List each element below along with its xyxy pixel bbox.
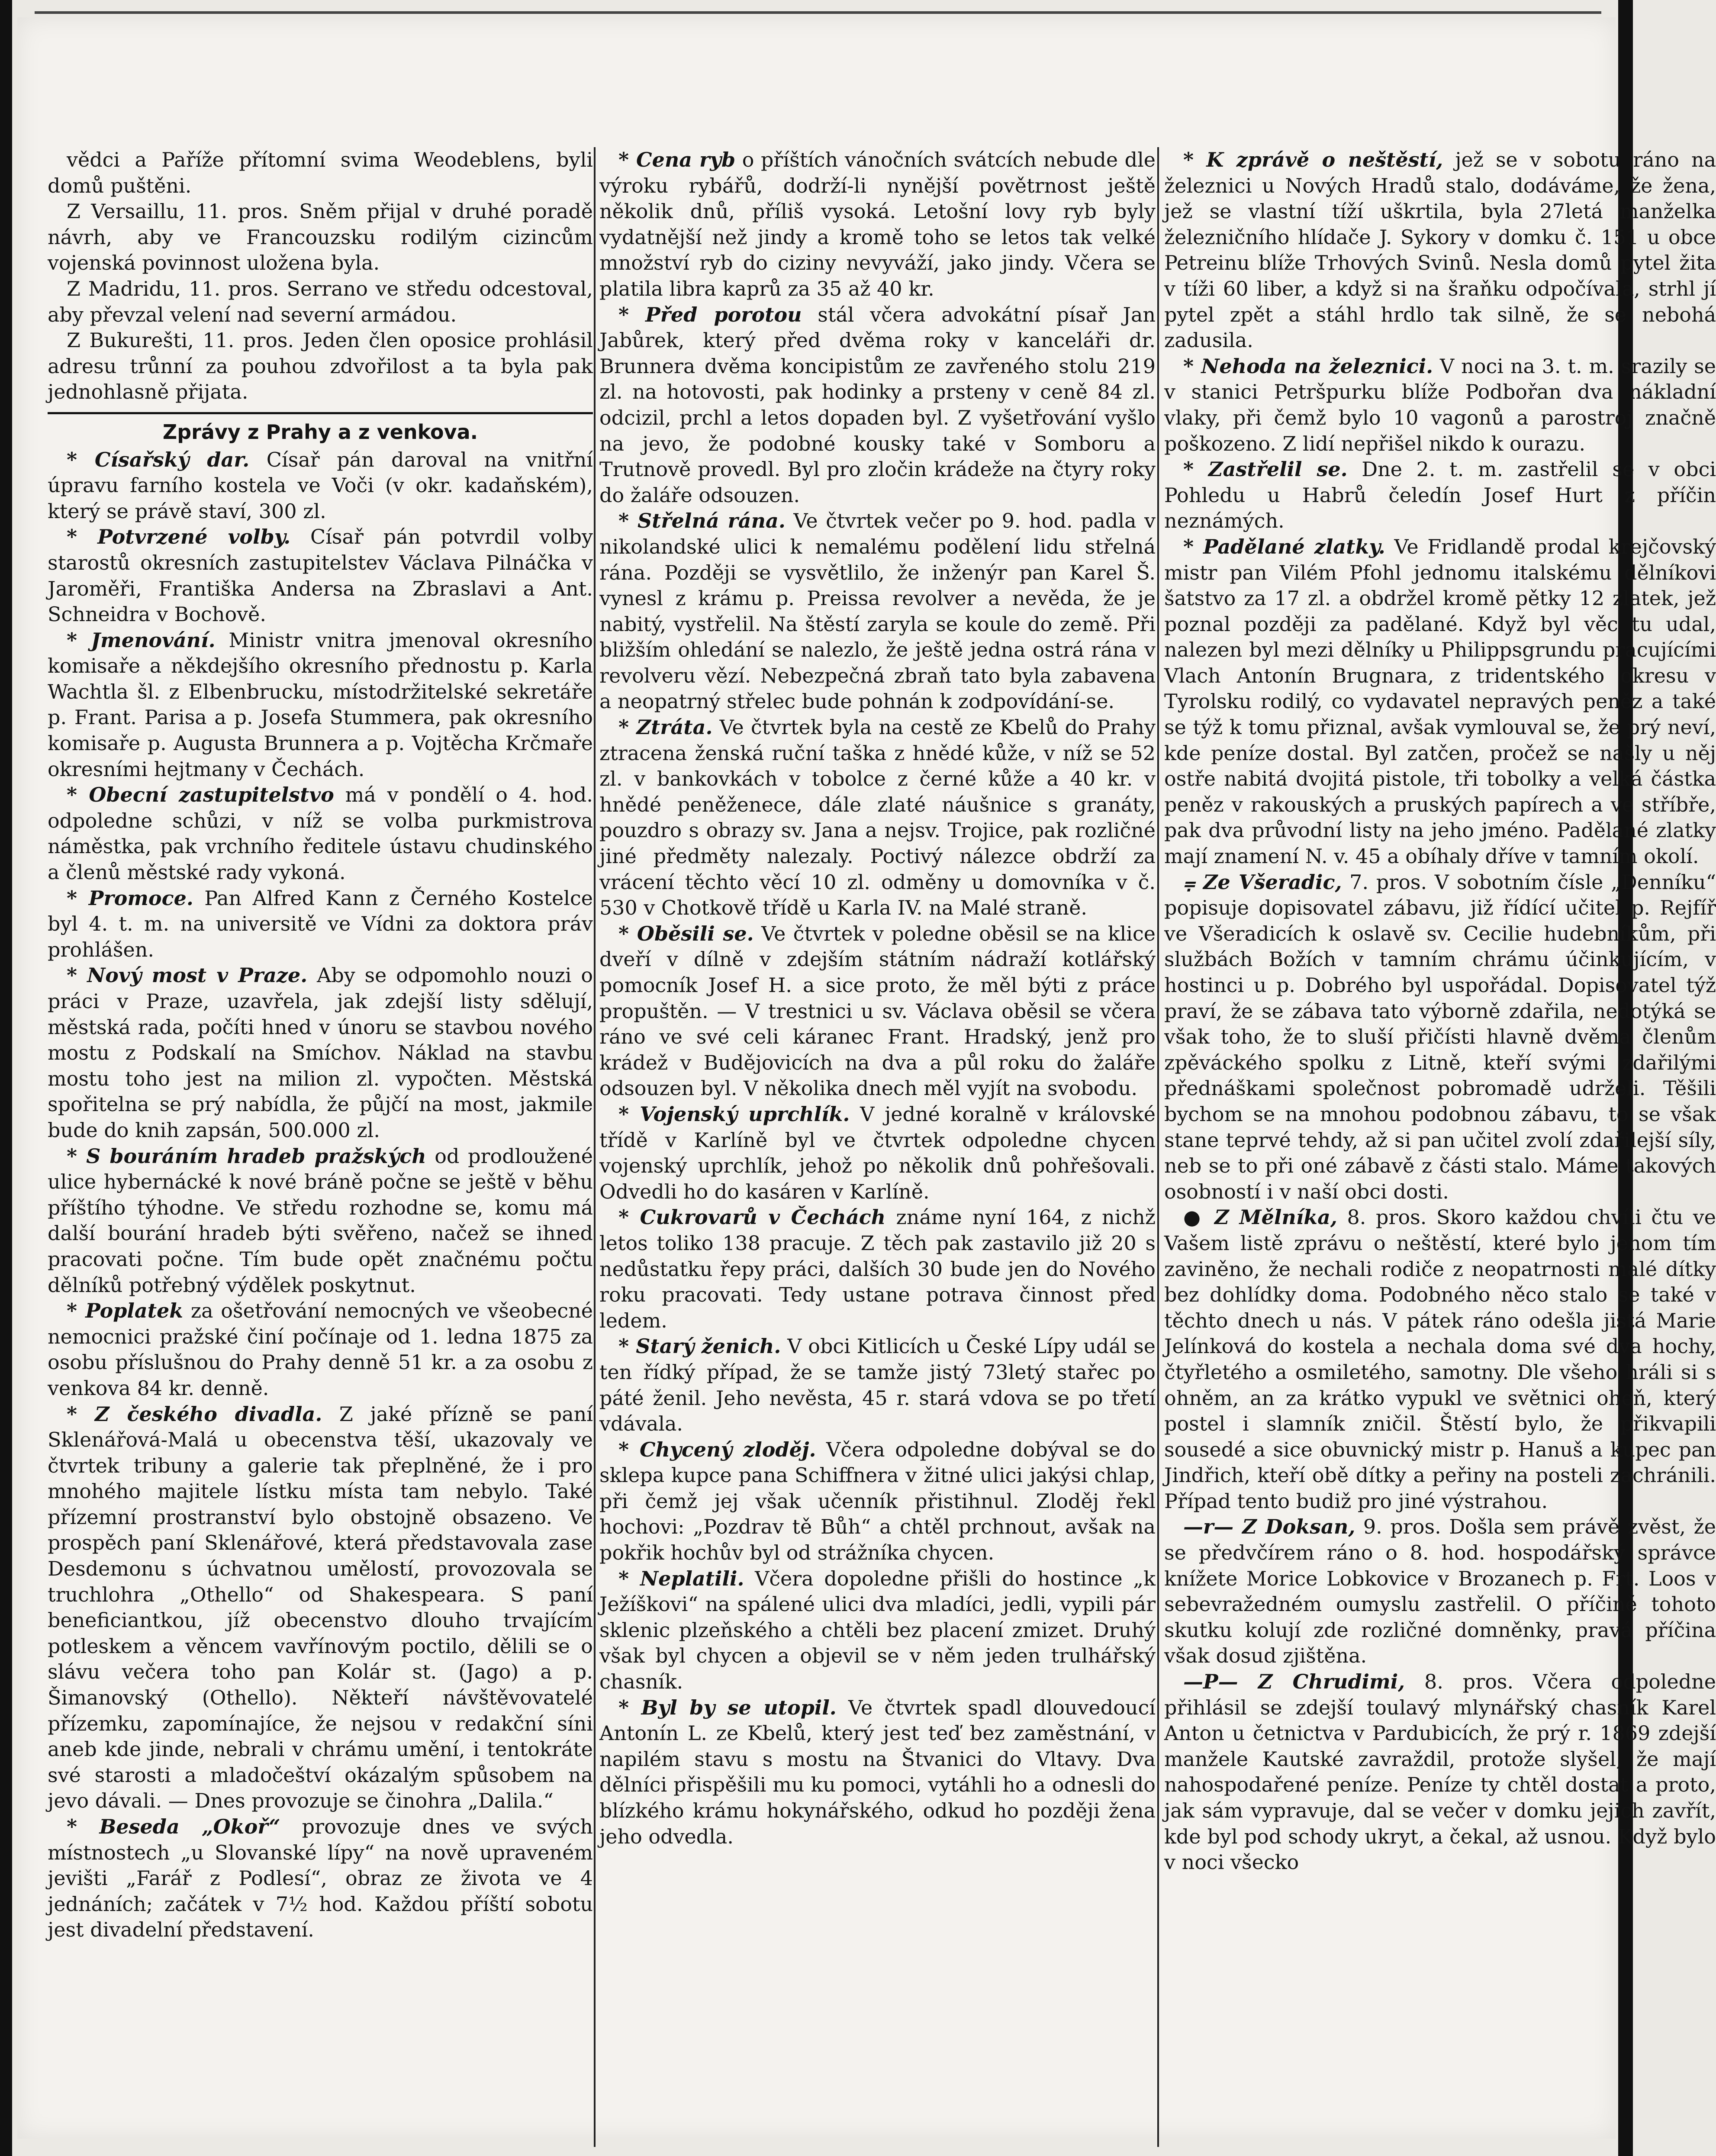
news-item-text: provozuje dnes ve svých místnostech „u Slovanské lípy“ na nově upraveném jevišti „Farář z Podlesí“, obraz ze života ve 4 jednáních; začátek v 7½ hod. Každou příští sobotu jest divadelní představení. <box>48 1815 593 1942</box>
news-item-text: V obci Kitlicích u České Lípy udál se ten řídký případ, že se tamže jistý 73letý stařec po páté ženil. Jeho nevěsta, 45 r. stará vdova se po třetí vdávala. <box>599 1334 1156 1436</box>
news-list <box>48 447 593 1943</box>
news-list <box>1164 147 1716 1876</box>
news-item-text: 8. pros. Včera odpoledne přihlásil se zdejší toulavý mlynářský chasník Karel Anton u četnictva v Pardubicích, že prý r. 1869 zdejší manžele Kautské zavraždil, protože slyšel, že mají nahospodařené peníze. Peníze ty chtěl dostat a proto, jak sám vypravuje, dal se večer v domku jejich zavřít, kde byl pod schody ukryt, a čekal, až usnou. Když bylo v noci všecko <box>1164 1670 1716 1874</box>
news-item <box>599 715 1156 921</box>
news-item-text: 9. pros. Došla sem právě zvěst, že se předvčírem ráno o 8. hod. hospodářský správce knížete Morice Lobkovice v Brozanech p. Frt. Loos v sebevražedném oumyslu zastřelil. O příčině tohoto skutku kolují zde rozličné domněnky, pravá příčina však dosud zjištěna. <box>1164 1515 1716 1668</box>
news-item-text: Ve čtvrtek byla na cestě ze Kbelů do Prahy ztracena ženská ruční taška z hnědé kůže, v níž se 52 zl. v bankovkách v tobolce z černé kůže a 40 kr. v hnědé peněženece, dále zlaté náušnice s granáty, pouzdro s obrazy sv. Jana a nejsv. Trojice, pak rozličné jiné předměty nalezaly. Poctivý nálezce obdrží za vrácení těchto věcí 10 zl. odměny u domovníka v č. 530 v Chotkově třídě u Karla IV. na Malé straně. <box>599 715 1156 920</box>
news-item-text: Pan Alfred Kann z Černého Kostelce byl 4. t. m. na universitě ve Vídni za doktora práv prohlášen. <box>48 886 593 961</box>
news-item-text: V jedné koralně v královské třídě v Karlíně byl ve čtvrtek odpoledne chycen vojenský uprchlík, jehož po několik dnů pohřešovali. Odvedli ho do kasáren v Karlíně. <box>599 1102 1156 1203</box>
news-item-heading: * Byl by se utopil. <box>618 1695 837 1719</box>
column-divider <box>594 147 596 2147</box>
news-item-text: od prodloužené ulice hybernácké k nové bráně počne se ještě v běhu příštího týhodne. Ve středu rozhodne se, komu má další bourání hradeb býti svěřeno, načež se ihned pracovati počne. Tím bude opět značnému počtu dělníků potřebný výdělek poskytnut. <box>48 1144 593 1297</box>
news-item-text: Dne 2. t. m. zastřelil se v obci Pohledu u Habrů čeledín Josef Hurt z příčin neznámých. <box>1164 458 1716 533</box>
news-item <box>48 447 593 525</box>
news-item-heading: ⩦ Ze Všeradic, <box>1183 870 1342 894</box>
news-item <box>48 886 593 963</box>
news-item-heading: * Cena ryb <box>618 148 736 171</box>
news-item-heading: * Ztráta. <box>618 715 713 739</box>
news-item <box>599 1205 1156 1334</box>
news-item <box>1164 457 1716 534</box>
page-top-rule <box>35 11 1601 14</box>
news-item-heading: —P— Z Chrudimi, <box>1183 1670 1405 1694</box>
news-item-text: jež se v sobotu ráno na železnici u Nových Hradů stalo, dodáváme, že žena, jež se vlastní tíží uškrtila, byla 27letá manželka železničního hlídače J. Sykory v domku č. 151 u obce Petreinu blíže Trhových Svinů. Nesla domů pytel žita v tíži 60 liber, a když si na šraňku odpočívala, strhl jí pytel zpět a stáhl hrdlo tak silně, že se nebohá zadusila. <box>1164 148 1716 352</box>
column-1 <box>48 147 593 2147</box>
news-item-text: Aby se odpomohlo nouzi o práci v Praze, uzavřela, jak zdejší listy sdělují, městská rada, počíti hned v únoru se stavbou nového mostu z Podskalí na Smíchov. Náklad na stavbu mostu toho jest na milion zl. vypočten. Městská spořitelna se prý nabídla, že půjčí na most, jakmile bude do knih zapsán, 500.000 zl. <box>48 964 593 1142</box>
news-item-heading: * Z českého divadla. <box>67 1402 322 1426</box>
news-item <box>599 147 1156 302</box>
news-item-heading: * Jmenování. <box>67 628 216 652</box>
column-divider <box>1157 147 1159 2147</box>
news-item <box>1164 147 1716 354</box>
news-item-heading: * Před porotou <box>618 303 802 326</box>
scan-border-left <box>0 0 12 2156</box>
news-item-text: Císař pán daroval na vnitřní úpravu farního kostela ve Voči (v okr. kadaňském), který se právě staví, 300 zl. <box>48 448 593 523</box>
news-item-text: Ve čtvrtek večer po 9. hod. padla v nikolandské ulici k nemalému podělení lidu střelná rána. Později se vysvětlilo, že inženýr pan Karel Š. vynesl z krámu p. Preissa revolver a nevěda, že je nabitý, vystřelil. Na štěstí zaryla se koule do země. Při bližším ohledání se nalezlo, že ještě jedna ostrá rána v revolveru vězí. Nebezpečná zbraň tato byla zabavena a neopatrný střelec bude pohnán k zodpovídání-se. <box>599 509 1156 713</box>
column-2 <box>599 147 1156 2147</box>
news-item <box>1164 534 1716 870</box>
news-item-heading: * Potvrzené volby. <box>67 525 291 549</box>
news-item <box>1164 1669 1716 1876</box>
news-item-heading: * Nehoda na železnici. <box>1183 354 1433 378</box>
news-item-text: V noci na 3. t. m. srazily se v stanici Petršpurku blíže Podbořan dva nákladní vlaky, při čemž bylo 10 vagonů a parostroj značně poškozeno. Z lidí nepřišel nikdo k ourazu. <box>1164 354 1716 455</box>
news-item-heading: * Chycený zloděj. <box>618 1437 816 1461</box>
news-item <box>599 1437 1156 1566</box>
news-item-heading: * Císařský dar. <box>67 448 250 471</box>
news-item <box>48 1814 593 1943</box>
news-item-text: Ve čtvrtek spadl dlouvedoucí Antonín L. ze Kbelů, který jest teď bez zaměstnání, v napilém stavu s mostu na Štvanici do Vltavy. Dva dělníci přispěšili mu ku pomoci, vytáhli ho a odnesli do blízkého krámu hokynářského, odkud ho později žena jeho odvedla. <box>599 1695 1156 1848</box>
news-item-heading: * Poplatek <box>67 1299 184 1323</box>
news-item-text: o příštích vánočních svátcích nebude dle výroku rybářů, dodrží-li nynější povětrnost ještě několik dnů, příliš vysoká. Letošní lovy ryb byly vydatnější než jindy a kromě toho se letos tak velké množství ryb do ciziny nevyváží, jako jindy. Včera se platila libra kaprů za 35 až 40 kr. <box>599 148 1156 300</box>
news-item <box>48 782 593 885</box>
news-item-text: za ošetřování nemocných ve všeobecné nemocnici pražské činí počínaje od 1. ledna 1875 za osobu příslušnou do Prahy denně 51 kr. a za osobu z venkova 84 kr. denně. <box>48 1299 593 1400</box>
news-item-heading: * K zprávě o neštěstí, <box>1183 148 1443 171</box>
news-item <box>599 921 1156 1102</box>
news-item-heading: * Nový most v Praze. <box>67 964 308 987</box>
news-item-heading: ● Z Mělníka, <box>1183 1205 1337 1229</box>
news-item-text: Císař pán potvrdil volby starostů okresních zastupitelstev Václava Pilnáčka v Jaroměři, Františka Andersa na Zbraslavi a Ant. Schneidra v Bochově. <box>48 525 593 626</box>
news-item-heading: * Neplatili. <box>618 1566 744 1590</box>
news-item-heading: * Oběsili se. <box>618 922 754 945</box>
dispatch-madrid: Z Madridu, 11. pros. Serrano ve středu odcestoval, aby převzal velení nad severní armádou. <box>48 277 593 326</box>
article-paragraph: vědci a Paříže přítomní svima Weodeblens, byli domů puštěni. <box>48 148 593 197</box>
news-item-text: známe nyní 164, z nichž letos toliko 138 pracuje. Z těch pak zastavilo již 20 s nedůstatku řepy práci, dalších 30 bude jen do Nového roku pracovati. Tedy ustane potrava činnost před ledem. <box>599 1205 1156 1332</box>
dispatch-versailles: Z Versaillu, 11. pros. Sněm přijal v druhé poradě návrh, aby ve Francouzsku rodilým cizincům vojenská povinnost uložena byla. <box>48 200 593 275</box>
news-item-text: 7. pros. V sobotním čísle „Denníku“ popisuje dopisovatel zábavu, již řídící učitel p. Rejfíř ve Všeradicích k oslavě sv. Cecilie hudebníkům, při službách Božích v tamním chrámu účinkujícím, v hostinci u p. Dobrého byl uspořádal. Dopisovatel týž praví, že se zábava tato výborně zdařila, nedotýká se však toho, že to sluší přičísti hlavně dvěma členům zpěváckého spolku z Litně, kteří svými zdařilými přednáškami společnost pobromadě udrželi. Těšili bychom se na mnohou podobnou zábavu, to se však stane teprvé tehdy, až si pan učitel zvolí zdařilejší síly, neb se to při oné zábavě z části stalo. Máme takových osobností i v naší obci dosti. <box>1164 870 1716 1203</box>
news-item <box>48 1144 593 1299</box>
news-item <box>48 963 593 1143</box>
news-item-heading: * S bouráním hradeb pražských <box>67 1144 426 1168</box>
news-item-text: 8. pros. Skoro každou chvíli čtu ve Vašem listě zprávu o neštěstí, které bylo jenom tím zaviněno, že nechali rodiče z neopatrnosti malé dítky bez dohlídky doma. Podobného něco stalo se také v těchto dnech u nás. V pátek ráno odešla jistá Marie Jelínková do kostela a nechala doma své dva hochy, čtyřletého a osmiletého, samotny. Dle všeho hráli si s ohněm, an za krátko vypukl ve světnici oheň, který postel i slamník zničil. Štěstí bylo, že přikvapili sousedé a sice obuvnický mistr p. Hanuš a kupec pan Jindřich, kteří obě dítky a peřiny na posteli zachránili. Případ tento budiž pro jiné výstrahou. <box>1164 1205 1716 1513</box>
dispatch-bucharest: Z Bukurešti, 11. pros. Jeden člen oposice prohlásil adresu trůnní za pouhou zdvořilost a ta byla pak jednohlasně přijata. <box>48 329 593 404</box>
news-item-heading: * Obecní zastupitelstvo <box>67 783 334 807</box>
news-item-text: stál včera advokátní písař Jan Jabůrek, který před dvěma roky v kanceláři dr. Brunnera dvěma koncipistům ze zavřeného stolu 219 zl. na hotovosti, pak hodinky a prsteny v ceně 84 zl. odcizil, prchl a letos dopaden byl. Z vyšetřování vyšlo na jevo, že podobné kousky také v Somboru a Trutnově provedl. Byl pro zločin krádeže na čtyry roky do žaláře odsouzen. <box>599 303 1156 507</box>
news-list <box>599 147 1156 1850</box>
news-item <box>1164 870 1716 1205</box>
news-item-heading: * Cukrovarů v Čechách <box>618 1205 886 1229</box>
news-item-text: Ve Fridlandě prodal krejčovský mistr pan Vilém Pfohl jednomu italskému dělníkovi šatstvo za 17 zl. a obdržel kromě pětky 12 zlatek, jež poznal později za padělané. Když byl věc tu udal, nalezen byl mezi dělníky u Philippsgrundu pracujícími Vlach Antonín Brugnara, z tridentského okresu v Tyrolsku rodilý, co vydavatel nepravých peněz a také se týž k tomu přiznal, avšak vymlouval se, že prý neví, kde peníze dostal. Byl zatčen, pročež se našly u něj ostře nabitá dvojitá pistole, tři tobolky a velká částka peněz v rakouských a pruských papírech a ve stříbře, pak dva průvodní listy na jeho jméno. Padělané zlatky mají znamení N. v. 45 a obíhaly dříve v tamním okolí. <box>1164 535 1716 868</box>
news-item-heading: * Střelná rána. <box>618 509 786 533</box>
news-item <box>1164 1205 1716 1514</box>
news-item-heading: * Beseda „Okoř“ <box>67 1815 280 1838</box>
section-title: Zprávy z Prahy a z venkova. <box>162 420 478 444</box>
news-item <box>48 1298 593 1401</box>
news-item <box>599 508 1156 715</box>
news-item <box>599 1566 1156 1695</box>
news-item <box>599 1334 1156 1437</box>
news-item-heading: —r— Z Doksan, <box>1183 1515 1355 1539</box>
news-item-text: Včera dopoledne přišli do hostince „k Ježíškovi“ na spálené ulici dva mladíci, jedli, vypili pár sklenic plzeňského a chtěli bez placení zmizet. Druhý však byl chycen a objevil se v něm jeden trulhářský chasník. <box>599 1566 1156 1694</box>
news-item-heading: * Starý ženich. <box>618 1334 781 1358</box>
news-item <box>599 302 1156 509</box>
news-item <box>1164 1514 1716 1669</box>
news-item-text: Ve čtvrtek v poledne oběsil se na klice dveří v dílně v zdejším státním nádraží kotlářský pomocník Josef H. a sice proto, že měl býti z práce propuštěn. — V trestnici u sv. Václava oběsil se včera ráno ve své celi káranec Frant. Hradský, jenž pro krádež v Budějovicích na dva a půl roku do žaláře odsouzen byl. V několika dnech měl vyjít na svobodu. <box>599 922 1156 1100</box>
news-item <box>48 1402 593 1814</box>
news-item-heading: * Zastřelil se. <box>1183 458 1348 481</box>
news-item <box>48 524 593 627</box>
news-item <box>1164 354 1716 457</box>
section-divider <box>48 412 593 414</box>
news-item <box>599 1695 1156 1850</box>
news-item <box>48 628 593 783</box>
news-item-text: Ministr vnitra jmenoval okresního komisaře a někdejšího okresního přednostu p. Karla Wachtla šl. z Elbenbrucku, místodržitelské sekretáře p. Frant. Parisa a p. Josefa Stummera, pak okresního komisaře p. Augusta Brunnera a p. Vojtěcha Krčmaře okresními hejtmany v Čechách. <box>48 628 593 781</box>
news-item-heading: * Padělané zlatky. <box>1183 535 1385 558</box>
news-item-text: Včera odpoledne dobýval se do sklepa kupce pana Schiffnera v žitné ulici jakýsi chlap, při čemž jej však učenník přistihnul. Zloděj řekl hochovi: „Pozdrav tě Bůh“ a chtěl prchnout, avšak na pokřik hochův byl od strážníka chycen. <box>599 1437 1156 1565</box>
news-item <box>599 1102 1156 1205</box>
news-item-heading: * Promoce. <box>67 886 193 910</box>
news-item-text: Z jaké přízně se paní Sklenářová-Malá u obecenstva těší, ukazovaly ve čtvrtek tribuny a galerie tak přeplněné, že i pro mnohého majitele lístku místa tam nebylo. Také přízemní prostranství bylo obstojně obsazeno. Ve prospěch paní Sklenářové, která představovala zase Desdemonu s úchvatnou umělostí, provozovala se truchlohra „Othello“ od Shakespeara. S paní beneficiantkou, jíž obecenstvo dlouho trvajícím potleskem a věncem vavřínovým poctilo, dělili se o slávu večera toho pan Kolár st. (Jago) a p. Šimanovský (Othello). Někteří návštěvovatelé přízemku, zapomínajíce, že nejsou v redakční síni aneb kde jinde, nebrali v chrámu umění, i tentokráte své starosti a mladočeštví okázalým spůsobem na jevo dávali. — Dnes provozuje se činohra „Dalila.“ <box>48 1402 593 1813</box>
column-3 <box>1164 147 1716 2147</box>
news-item-text: má v pondělí o 4. hod. odpoledne schůzi, v níž se volba purkmistrova náměstka, pak vrchního ředitele ústavu chudinského a členů městské rady vykoná. <box>48 783 593 884</box>
news-item-heading: * Vojenský uprchlík. <box>618 1102 850 1126</box>
